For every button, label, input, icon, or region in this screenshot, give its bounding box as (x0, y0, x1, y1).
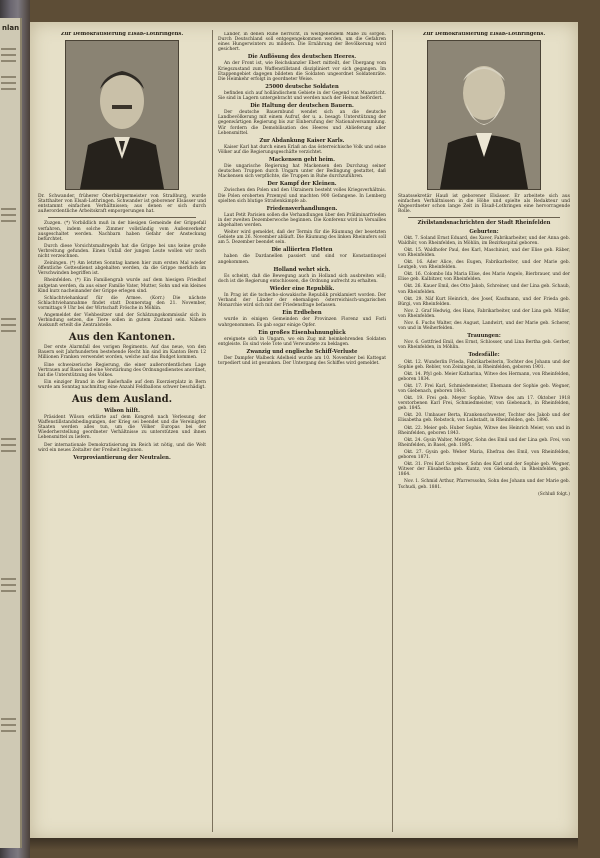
article-heading: Ein Erdbeben (282, 310, 322, 317)
news-paragraph: ereignete sich in Ungarn, wo ein Zug mit heimkehrenden Soldaten entgleiste. Es sind viele Tote und Verwundete zu beklagen. (218, 336, 386, 347)
article-heading: Zur Abdankung Kaiser Karls. (259, 137, 345, 144)
register-entry: Okt. 17. Frei Karl, Schmiedemeister, Ehemann der Sophie geb. Wegner, von Giebenach, geboren 1843. (398, 383, 570, 394)
article-heading: Wieder eine Republik. (269, 285, 335, 292)
column-left (38, 32, 206, 832)
article-heading: Friedensverhandlungen. (266, 205, 338, 212)
news-paragraph: Weiter wird gemeldet, daß der Termin für die Räumung der besetzten Gebiete am 26. November abläuft. Die Räumung des linken Rheinufers soll am 5. Dezember beendet sein. (218, 230, 386, 246)
article-heading: Der Kampf der Kleinen. (267, 181, 337, 188)
news-paragraph: wurde in einigen Gemeinden der Provinzen Florenz und Forli wahrgenommen. Es gab sogar einige Opfer. (218, 317, 386, 328)
register-entry: Nov. 6. Fuchs Walter, des August, Landwirt, und der Marie geb. Scherer, von und in Weiherfelden. (398, 320, 570, 332)
article-heading: Wilson hilft. (104, 408, 140, 414)
news-paragraph: An der Front ist, wie Reichskanzler Ebert mitteilt, der Übergang vom Kriegszustand zum Waffenstillstand diszipliniert vor sich gegangen. Im Etappengebiet dagegen bildeten die Soldaten ungeordnet Soldatenräte. Die Heimkehr erfolgt in geordneter Weise. (218, 61, 386, 82)
news-paragraph: Kaiser Karl hat durch einen Erlaß an das österreichische Volk und seine Völker auf die Regierungsgeschäfte verzichtet. (218, 144, 386, 155)
portrait-photo (65, 40, 179, 190)
news-paragraph: Ein einziger Brand in der Baslerhalle auf dem Exerzierplatz in Bern wurde am Sonntag nachmittag eine Anzahl Feldballons schwer beschädigt. (38, 379, 206, 390)
news-paragraph: Angemeldet der Viehbesitzer und der Schätzungskommissär sich in Verbindung setzen, die Tiere sollen in gutem Zustand sein. Nähere Auskunft erteilt die Zentralstelle. (38, 312, 206, 329)
register-entry: Okt. 14. Pfyl geb. Meier Katharina, Witwe des Hermann, von Rheinfelden, geboren 1834. (398, 371, 570, 382)
article-heading: Die alliierten Flotten (271, 247, 333, 254)
page-bottom-shadow (30, 838, 578, 850)
births-heading: Geburten: (469, 228, 499, 235)
article-heading: Zwanzig und englische Schiff-Verluste (246, 348, 358, 355)
news-paragraph: Rheinfelden. (*) Ein Familiengrab wurde auf dem hiesigen Friedhof aufgetan werden, da aus einer Familie Vater, Mutter, Sohn und ein kleines Kind kurz nacheinander der Grippe erlegen sind. (38, 278, 206, 294)
news-paragraph: Der Dampfer Walbeck Adelheid wurde am 10. November bei Kattegat torpediert und ist gesunken. Der Untergang des Schiffes wird gemeldet. (218, 355, 386, 367)
news-paragraph: Es scheint, daß die Bewegung auch in Holland sich ausbreiten will; doch ist die Regierung entschlossen, die Ordnung aufrecht zu erhalten. (218, 273, 386, 284)
newspaper-page (30, 22, 578, 840)
register-entry: Okt. 29. Näf Kurt Heinrich, des Josef, Kaufmann, und der Frieda geb. Bürgi, von Rheinfelden. (398, 296, 570, 307)
register-entry: Okt. 20. Umbauer Berta, Krankenschwester, Tochter des Jakob und der Elisabetha geb. Rebstock, von Leibstadt, in Rheinfelden, geb. 1896. (398, 413, 570, 424)
column-middle (218, 32, 386, 832)
news-paragraph: Eine schweizerische Regierung, die einer außerordentlichen Lage Vertrauen auf Basel und eine Verstärkung des Ordnungsdienstes anordnet, hat die Unterstützung des Volkes. (38, 362, 206, 378)
news-paragraph: befinden sich auf holländischem Gebiete in der Gegend von Maastricht. Sie sind in Lagern untergebracht und werden nach der Heimat befördert. (218, 90, 386, 102)
portrait-caption: Staatssekretär Hauß ist geborener Elsässer. Er arbeitete sich aus einfachen Verhältnissen in die Höhe und spielte als Redakteur und Abgeordneter schon lange Zeit in Elsaß-Lothringen eine hervorragende Rolle. (398, 194, 570, 215)
news-paragraph: Präsident Wilson erklärte auf dem Kongreß nach Verlesung der Waffenstillstandsbedingungen, der Krieg sei beendet und die Vereinigten Staaten werden alles tun, um die Völker Europas bei der Wiederherstellung geordneter Verhältnisse zu unterstützen und ihnen Lebensmittel zu liefern. (38, 415, 206, 441)
portrait-caption: Dr. Schwander, früherer Oberbürgermeister von Straßburg, wurde Statthalter von Elsaß-Lothringen. Schwander ist geborener Elsässer und entstammt einfachen Verhältnissen; aus denen er sich durch außerordentliche Arbeitskraft emporgerungen hat. (38, 194, 206, 215)
section-heading-abroad: Aus dem Ausland. (71, 394, 173, 405)
photo-caption-title: Zur Demokratisierung Elsaß-Lothringens. (60, 32, 184, 37)
register-entry: Okt. 22. Meier geb. Huber Sophie, Witwe des Heinrich Meier, von und in Rheinfelden, geboren 1843. (398, 425, 570, 436)
news-paragraph: In Prag ist die tschecho-slowakische Republik proklamiert worden. Der Verband der Länder der ehemaligen österreichisch-ungarischen Monarchie wird sich mit der Friedensfrage befassen. (218, 293, 386, 309)
article-heading: Die Haltung der deutschen Bauern. (250, 103, 354, 110)
register-entry: Okt. 31. Frei Karl Schreiner, Sohn des Karl und der Sophie geb. Wegner, Witwer der Elisabetha geb. Kuntz, von Giebenach, in Rheinfelden, geb. 1864. (398, 462, 570, 478)
register-entry: Nov. 6. Gottfried Emil, des Ernst, Schlosser, und Lina Bertha geb. Gerber, von Rheinfelden, in Möhlin. (398, 340, 570, 351)
article-heading: 25000 deutsche Soldaten (265, 83, 339, 90)
register-entry: Okt. 19. Frei geb. Meyer Sophie, Witwe des am 17. Oktober 1918 verstorbenen Karl Frei, Schmiedmeister, von Giebenach, in Rheinfelden, geb. 1845. (398, 396, 570, 412)
news-paragraph: Länder, in denen Ruhe herrscht, in weitgehendem Maße zu sorgen. Durch Deutschland soll entgegengekommen werden, um die Gefahren eines Hungerwinters zu mildern. Die Ernährung der Bevölkerung wird gesichert. (218, 32, 386, 53)
news-paragraph: Der deutsche Bauernbund wendet sich an die deutsche Landbevölkerung mit einem Aufruf, der u. a. besagt: Unterstützung der gegenwärtigen Regierung bis zur Einberufung der Nationalversammlung. Wir fordern die Demobilisation des Heeres und Ablieferung aller Lebensmittel. (218, 110, 386, 136)
register-entry: Okt. 16. Ader Alice, des Eugen, Fabrikarbeiter, und der Marie geb. Leutgeb, von Rheinfelden. (398, 260, 570, 271)
deaths-heading: Todesfälle: (468, 352, 500, 359)
photo-caption-title: Zur Demokratisierung Elsaß-Lothringens. (422, 32, 546, 37)
news-paragraph: Schlachtviehankauf für die Armee. (Korr.) Die nächste Schlachtviehannahme findet statt Donnerstag den 21. November, vormittags 9 Uhr bei der Wirtschaft Frösche in Möhlin. (38, 295, 206, 311)
marriages-heading: Trauungen: (467, 333, 501, 340)
news-paragraph: Der erste Alarmfall des vorigen Regiments. Auf das neue, von den Bauern seit Jahrhunderten bestehende Recht hin sind im Kanton Bern 12 Millionen Franken verwendet worden, welche auf das Budget kommen. (38, 345, 206, 361)
register-entry: Okt. 27. Gysin geb. Weber Maria, Ehefrau des Emil, von Rheinfelden, geboren 1871. (398, 449, 570, 461)
previous-page-word: nlan (2, 24, 20, 32)
news-paragraph: Zuzgen. (*) Vorbildlich muß in der hiesigen Gemeinde der Grippefall verfahren, indem solche Zimmer vollständig vom Außenverkehr ausgeschaltet werden. Nachbarn haben Gefahr der Ansteckung befürchtet. (38, 221, 206, 242)
news-paragraph: Durch diese Vorsichtsmaßregeln hat die Grippe bei uns keine große Verbreitung gefunden. Einen Unfall der jungen Leute wollen wir noch nicht verzeichnen. (38, 243, 206, 260)
register-entry: Okt. 15. Waldhofer Paul, des Karl, Maschinist, und der Elise geb. Räber, von Rheinfelden. (398, 247, 570, 258)
column-right (398, 32, 570, 832)
register-entry: Nov. 1. Schmid Arthur, Pfarrerssohn, Sohn des Johann und der Marie geb. Tschudi, geb. 1881. (398, 479, 570, 490)
news-paragraph: haben die Dardanellen passiert und sind vor Konstantinopel angekommen. (218, 254, 386, 265)
news-paragraph: Zeiningen. (*) Am letzten Sonntag kamen hier zum ersten Mal wieder öffentliche Gottesdienst abgehalten werden, da die Grippe merklich im Verschwinden begriffen ist. (38, 261, 206, 277)
register-entry: Okt. 7. Soland Ernst Eduard, des Xaver, Fabrikarbeiter, und der Anna geb. Waldhör, von Rheinfelden, in Möhlin, im Bezirksspital geboren. (398, 235, 570, 246)
column-rule (212, 30, 213, 832)
register-entry: Okt. 12. Wunderlin Frieda, Fabrikarbeiterin, Tochter des Johann und der Sophie geb. Rebler, von Zeiningen, in Rheinfelden, geboren 1901. (398, 359, 570, 370)
register-entry: Okt. 16. Colombo Ida Maria Elise, des Mario Angelo, Bierbrauer, und der Elise geb. Kalbitzer, von Rheinfelden. (398, 272, 570, 283)
register-entry: Nov. 2. Graf Hedwig, des Hans, Fabrikarbeiter, und der Lina geb. Müller, von Rheinfelden. (398, 308, 570, 319)
article-heading: Mackensen geht heim. (269, 156, 335, 163)
article-heading: Holland wehrt sich. (273, 266, 331, 273)
register-entry: Okt. 26. Kauer Emil, des Otto Jakob, Schreiner, und der Lina geb. Schaub, von Rheinfelden. (398, 284, 570, 295)
news-paragraph: Zwischen den Polen und den Ukrainern besteht volles Kriegsverhältnis. Die Polen eroberten Przemysl und machten 900 Gefangene. In Lemberg spielten sich blutige Straßenkämpfe ab. (218, 188, 386, 204)
article-heading: Verproviantierung der Neutralen. (73, 454, 171, 461)
continued-note: (Schluß folgt.) (538, 491, 570, 497)
news-paragraph: Laut Petit Parisien sollen die Verhandlungen über den Präliminarfrieden in der zweiten Dezemberwoche beginnen. Die Konferenz wird in Versailles abgehalten werden. (218, 212, 386, 228)
article-heading: Die Auflösung des deutschen Heeres. (247, 54, 357, 61)
news-paragraph: Der internationale Demokratisierung im Reich ist nötig, und die Welt wird ein neues Zeitalter der Freiheit beginnen. (38, 442, 206, 453)
news-paragraph: Die ungarische Regierung hat Mackensen den Durchzug seiner deutschen Truppen durch Ungarn unter der Bedingung gestattet, daß Mackensen sich verpflichte, die Truppen in Ruhe durchzuführen. (218, 164, 386, 180)
article-heading: Ein großes Eisenbahnunglück (258, 329, 346, 336)
register-heading: Zivilstandsnachrichten der Stadt Rheinfelden (417, 220, 551, 227)
portrait-photo (427, 40, 541, 190)
previous-page-edge (0, 18, 22, 848)
column-rule (392, 30, 393, 832)
section-heading-cantons: Aus den Kantonen. (68, 332, 176, 344)
register-entry: Okt. 24. Gysin Walter, Metzger, Sohn des Emil und der Lina geb. Frei, von Rheinfelden, in Basel, geb. 1895. (398, 437, 570, 448)
